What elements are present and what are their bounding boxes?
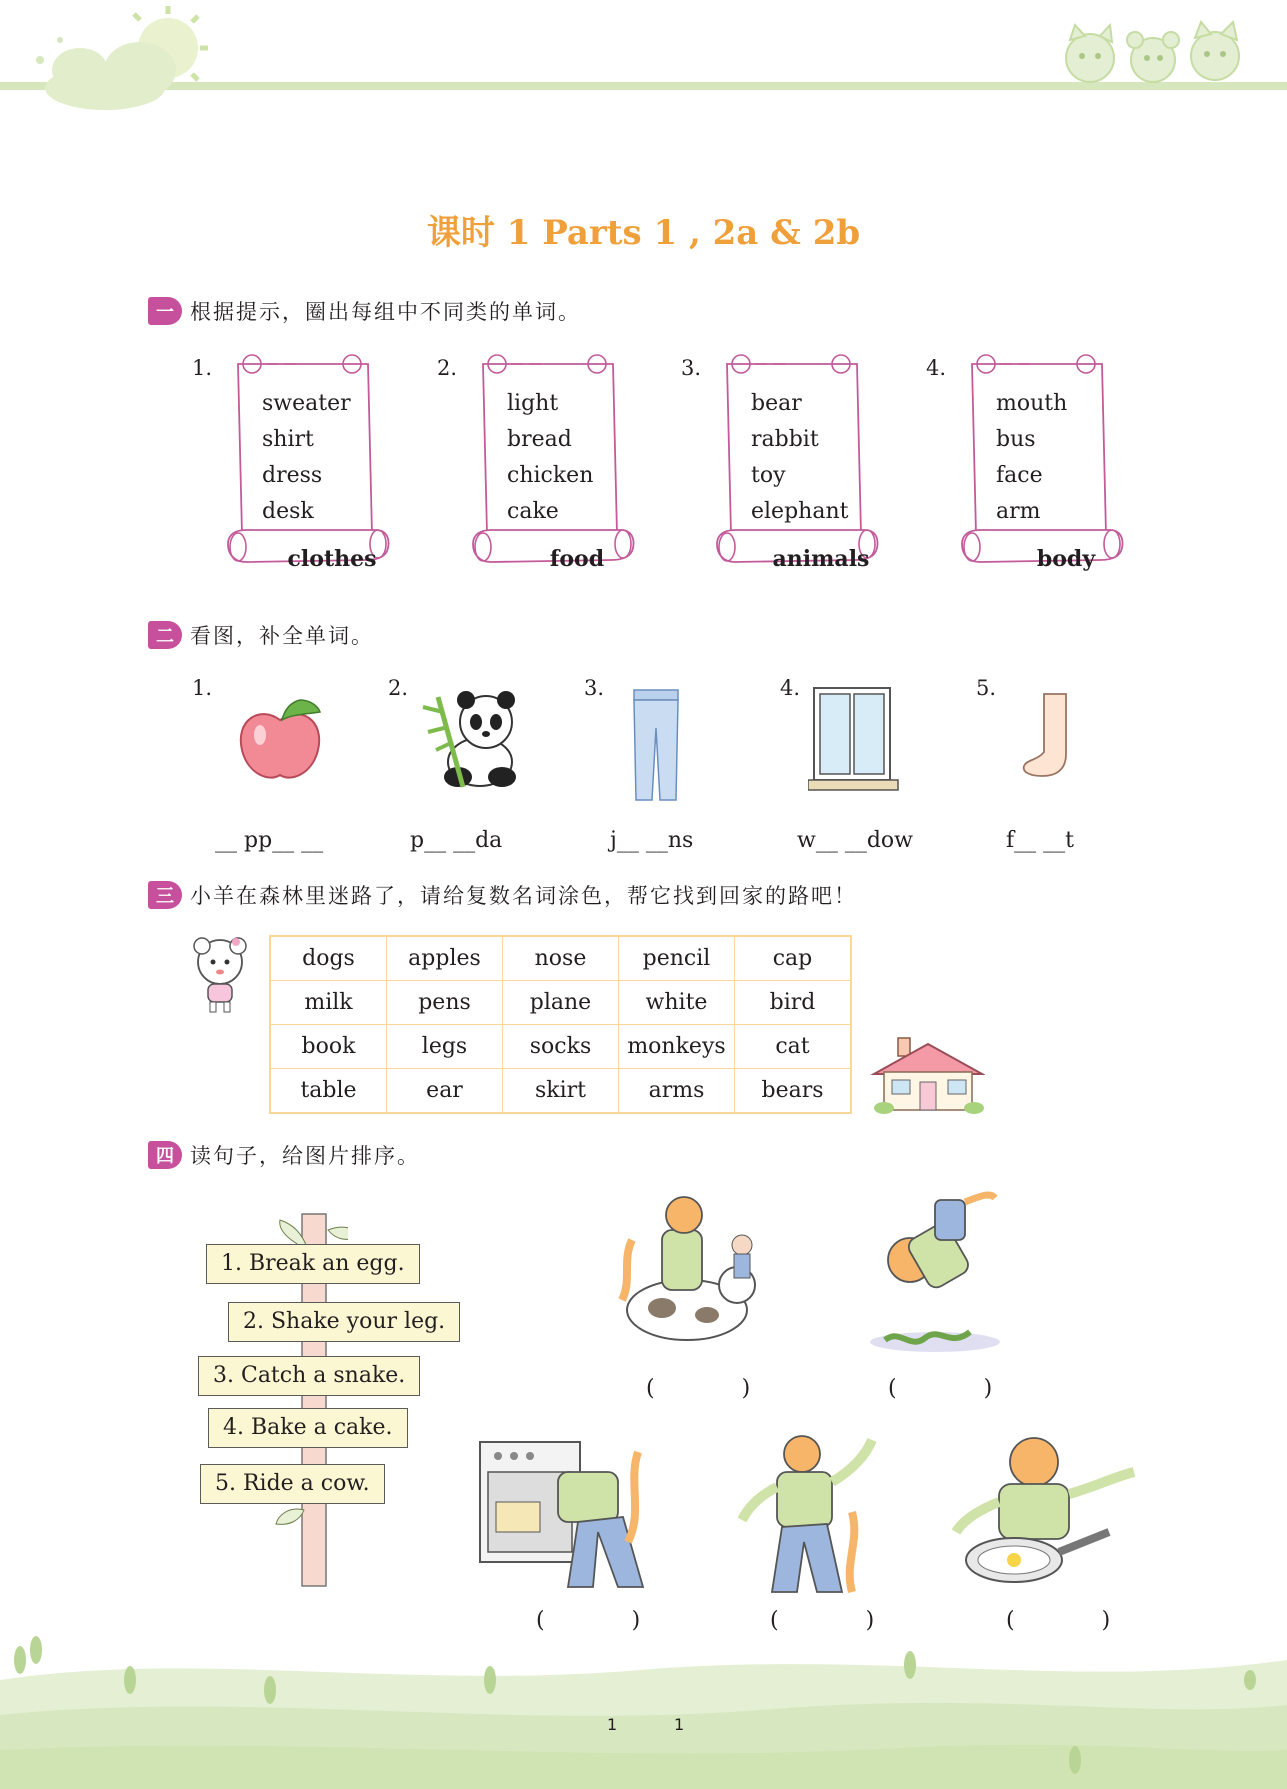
apple-icon (230, 690, 330, 790)
sign-step-2: 2. Shake your leg. (228, 1302, 460, 1342)
section-badge: 二 (148, 621, 182, 649)
maze-cell[interactable]: legs (387, 1025, 503, 1069)
tiger-break-egg-picture (944, 1432, 1144, 1592)
maze-cell[interactable]: book (270, 1025, 387, 1069)
maze-cell[interactable]: socks (503, 1025, 619, 1069)
section-instruction: 看图，补全单词。 (190, 624, 374, 648)
picture-item (192, 672, 362, 862)
sun-cloud-icon (10, 0, 210, 115)
group-number: 1. (192, 356, 213, 380)
page-number-left: 1 (607, 1715, 618, 1734)
item-number: 4. (780, 676, 801, 700)
tiger-catch-snake-picture (855, 1190, 1005, 1360)
section4-header (148, 1140, 420, 1170)
jeans-icon (626, 688, 686, 803)
maze-cell[interactable]: apples (387, 936, 503, 981)
section-instruction: 读句子，给图片排序。 (190, 1144, 420, 1168)
answer-blank-5[interactable]: ( ) (1006, 1608, 1151, 1633)
maze-cell[interactable]: table (270, 1069, 387, 1114)
word-option[interactable]: rabbit (751, 427, 819, 452)
group-number: 2. (437, 356, 458, 380)
sign-step-4: 4. Bake a cake. (208, 1408, 408, 1448)
word-list (507, 386, 593, 530)
section-badge: 三 (148, 881, 182, 909)
maze-cell[interactable]: pens (387, 981, 503, 1025)
section-instruction: 根据提示，圈出每组中不同类的单词。 (190, 300, 581, 324)
picture-item (976, 672, 1146, 862)
picture-item (584, 672, 754, 862)
word-option[interactable]: bear (751, 391, 802, 416)
word-list (751, 386, 848, 530)
maze-row (270, 1069, 851, 1114)
maze-cell[interactable]: dogs (270, 936, 387, 981)
maze-cell[interactable]: plane (503, 981, 619, 1025)
maze-cell[interactable]: cap (735, 936, 852, 981)
word-option[interactable]: cake (507, 499, 559, 524)
maze-cell[interactable]: monkeys (619, 1025, 735, 1069)
word-option[interactable]: bread (507, 427, 572, 452)
house-icon (870, 1036, 985, 1116)
word-scroll-group (437, 352, 677, 584)
maze-cell[interactable]: milk (270, 981, 387, 1025)
section2-header (148, 620, 374, 650)
answer-blank-1[interactable]: ( ) (646, 1376, 791, 1401)
tiger-ride-cow-picture (592, 1190, 772, 1360)
word-option[interactable]: chicken (507, 463, 594, 488)
word-option[interactable]: sweater (262, 391, 351, 416)
group-number: 3. (681, 356, 702, 380)
maze-row (270, 1025, 851, 1069)
blank-word: w__ __dow (797, 828, 913, 853)
tiger-bake-cake-picture (478, 1432, 678, 1602)
blank-word: j__ __ns (610, 828, 694, 853)
word-option[interactable]: desk (262, 499, 314, 524)
sign-step-1: 1. Break an egg. (206, 1244, 420, 1284)
answer-blank-2[interactable]: ( ) (888, 1376, 1033, 1401)
word-option[interactable]: mouth (996, 391, 1068, 416)
maze-cell[interactable]: bears (735, 1069, 852, 1114)
maze-cell[interactable]: arms (619, 1069, 735, 1114)
word-option[interactable]: bus (996, 427, 1036, 452)
word-option[interactable]: face (996, 463, 1043, 488)
item-number: 1. (192, 676, 213, 700)
answer-blank-4[interactable]: ( ) (770, 1608, 915, 1633)
sign-step-5: 5. Ride a cow. (200, 1464, 385, 1504)
lamb-icon (188, 932, 252, 1014)
page-number-right: 1 (674, 1715, 685, 1734)
word-list (262, 386, 351, 530)
footer-hills-icon (0, 1620, 1287, 1789)
item-number: 3. (584, 676, 605, 700)
maze-cell[interactable]: cat (735, 1025, 852, 1069)
category-label: animals (772, 546, 870, 572)
word-option[interactable]: dress (262, 463, 323, 488)
word-option[interactable]: shirt (262, 427, 314, 452)
plural-maze-grid (269, 935, 852, 1114)
item-number: 2. (388, 676, 409, 700)
blank-word: __ pp__ __ (215, 828, 324, 853)
word-scroll-group (192, 352, 432, 584)
foot-icon (1016, 692, 1076, 782)
category-label: clothes (287, 546, 377, 572)
word-list (996, 386, 1067, 530)
word-scroll-group (681, 352, 921, 584)
blank-word: p__ __da (410, 828, 503, 853)
word-scroll-group (926, 352, 1166, 584)
section-instruction: 小羊在森林里迷路了，请给复数名词涂色，帮它找到回家的路吧！ (190, 884, 857, 908)
maze-cell[interactable]: ear (387, 1069, 503, 1114)
category-label: food (549, 546, 605, 572)
blank-word: f__ __t (1006, 828, 1074, 853)
item-number: 5. (976, 676, 997, 700)
maze-cell[interactable]: white (619, 981, 735, 1025)
picture-item (780, 672, 950, 862)
sign-step-3: 3. Catch a snake. (198, 1356, 420, 1396)
maze-cell[interactable]: pencil (619, 936, 735, 981)
section1-header (148, 296, 581, 326)
section-badge: 一 (148, 297, 182, 325)
maze-row (270, 981, 851, 1025)
word-option[interactable]: light (507, 391, 559, 416)
maze-cell[interactable]: skirt (503, 1069, 619, 1114)
word-option[interactable]: toy (751, 463, 786, 488)
maze-cell[interactable]: nose (503, 936, 619, 981)
answer-blank-3[interactable]: ( ) (536, 1608, 681, 1633)
panda-icon (418, 682, 528, 792)
picture-item (388, 672, 558, 862)
group-number: 4. (926, 356, 947, 380)
tiger-shake-leg-picture (732, 1432, 892, 1602)
category-label: body (1036, 546, 1096, 572)
section-badge: 四 (148, 1141, 182, 1169)
word-option[interactable]: elephant (751, 499, 849, 524)
page-title: 课时 1 Parts 1 , 2a & 2b (426, 213, 861, 253)
word-option[interactable]: arm (996, 499, 1041, 524)
animal-faces-icon (1055, 20, 1255, 85)
section3-header (148, 880, 857, 910)
window-icon (808, 686, 900, 796)
maze-cell[interactable]: bird (735, 981, 852, 1025)
maze-row (270, 936, 851, 981)
